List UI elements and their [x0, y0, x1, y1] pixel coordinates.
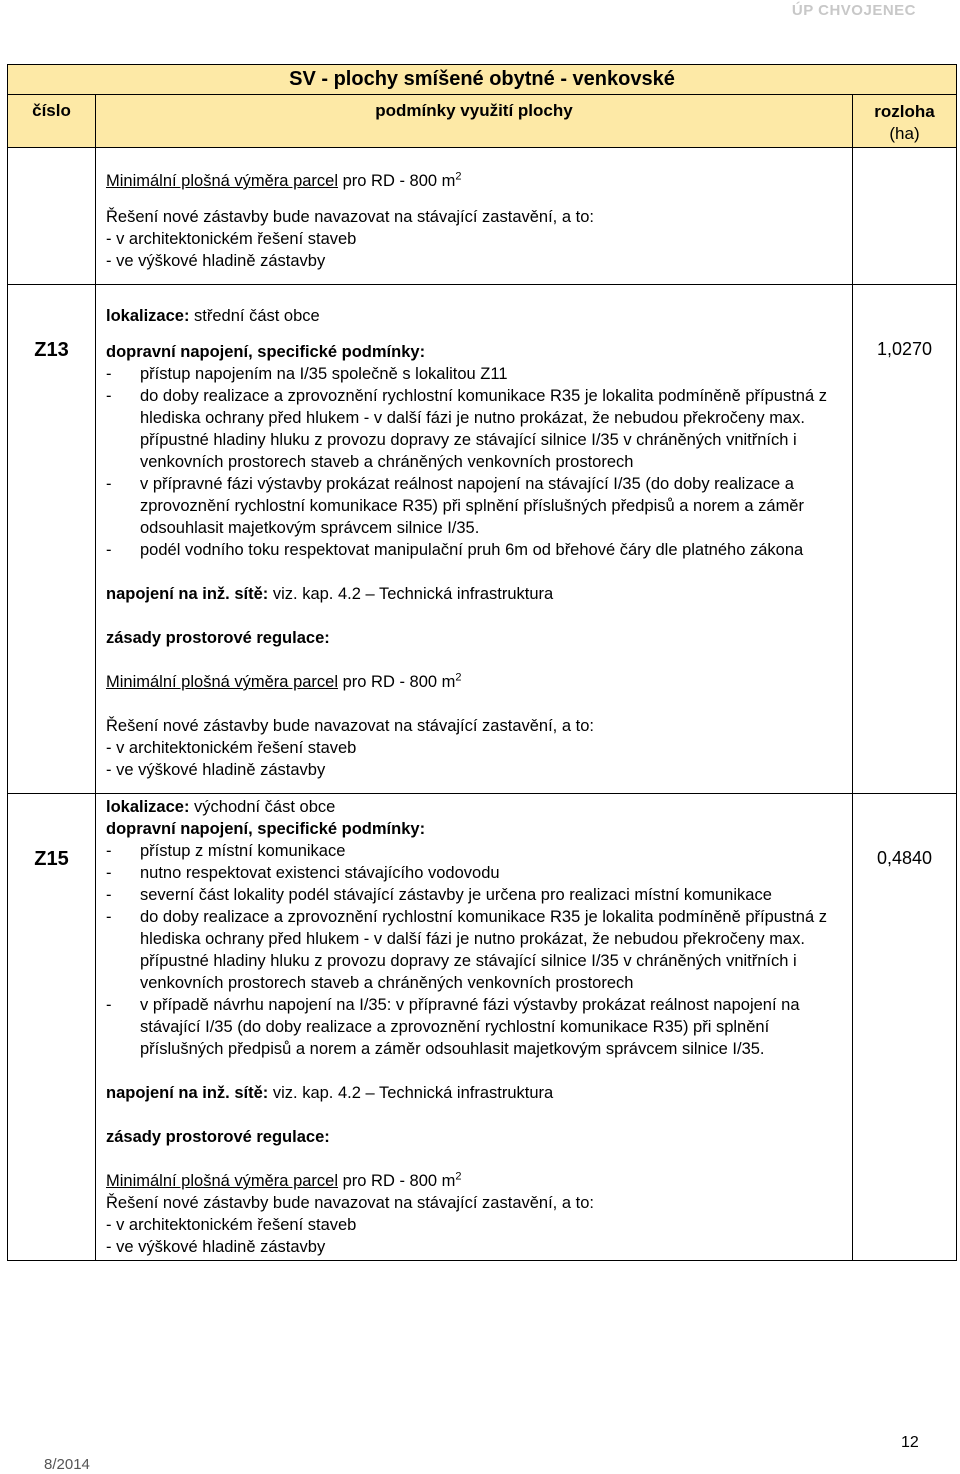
- document-brand: ÚP CHVOJENEC: [791, 2, 916, 19]
- list-item: - do doby realizace a zprovoznění rychlostní komunikace R35 je lokalita podmíněně přípustná z hlediska ochrany před hlukem - v další fázi je nutno prokázat, že nebudou překročeny max. přípustné hladiny hluku z provozu dopravy ze stávající silnice I/35 v chráněných vnitřních i venkovních prostorech staveb a chráněných venkovních prostorech: [106, 385, 842, 473]
- doprava-label: dopravní napojení, specifické podmínky:: [106, 820, 426, 838]
- cell-area-z13: 1,0270: [853, 285, 957, 794]
- list-item: - severní část lokality podél stávající zástavby je určena pro realizaci místní komunikace: [106, 884, 842, 906]
- list-item: - v přípravné fázi výstavby prokázat reálnost napojení na stávající I/35 (do doby realizace a zprovoznění rychlostní komunikace R35) při splnění příslušných předpisů a norem a záměr odsouhlasit majetkovým správcem silnice I/35.: [106, 473, 842, 539]
- reseni-line: Řešení nové zástavby bude navazovat na stávající zastavění, a to:: [106, 717, 594, 735]
- cell-number-z13: Z13: [8, 285, 96, 794]
- land-use-table: [7, 64, 957, 1261]
- list-item: - v případě návrhu napojení na I/35: v přípravné fázi výstavby prokázat reálnost napojení na stávající I/35 (do doby realizace a zprovoznění rychlostní komunikace R35) při splnění příslušných předpisů a norem a záměr odsouhlasit majetkovým správcem silnice I/35.: [106, 994, 842, 1060]
- list-item: - podél vodního toku respektovat manipulační pruh 6m od břehové čáry dle platného zákona: [106, 539, 842, 561]
- cell-area-empty: [853, 148, 957, 285]
- z15-conditions-list: [106, 840, 842, 1060]
- list-item: - do doby realizace a zprovoznění rychlostní komunikace R35 je lokalita podmíněně přípustná z hlediska ochrany před hlukem - v další fázi je nutno prokázat, že nebudou překročeny max. přípustné hladiny hluku z provozu dopravy ze stávající silnice I/35 v chráněných vnitřních i venkovních prostorech staveb a chráněných venkovních prostorech: [106, 906, 842, 994]
- cell-conditions-z15: [96, 794, 853, 1261]
- table-header-row: [8, 95, 957, 148]
- cell-number-z15: Z15: [8, 794, 96, 1261]
- reseni-item: - v architektonickém řešení staveb: [106, 1216, 357, 1234]
- header-area-unit: (ha): [889, 124, 920, 143]
- lokalizace-line: lokalizace: východní část obce: [106, 798, 336, 816]
- minimal-parcel-line: Minimální plošná výměra parcel pro RD - 800 $m^2$: [106, 1170, 462, 1190]
- napojeni-line: napojení na inž. sítě: viz. kap. 4.2 – Technická infrastruktura: [106, 585, 554, 603]
- table-row-continuation: [8, 148, 957, 285]
- list-item: - nutno respektovat existenci stávajícího vodovodu: [106, 862, 842, 884]
- cell-conditions-z13: [96, 285, 853, 794]
- cell-number-empty: [8, 148, 96, 285]
- reseni-line: Řešení nové zástavby bude navazovat na stávající zastavění, a to:: [106, 1194, 594, 1212]
- reseni-item: - ve výškové hladině zástavby: [106, 1238, 326, 1256]
- zasady-label: zásady prostorové regulace:: [106, 629, 330, 647]
- list-item: - přístup z místní komunikace: [106, 840, 842, 862]
- reseni-item: - v architektonickém řešení staveb: [106, 230, 357, 248]
- footer-date: 8/2014: [44, 1456, 90, 1473]
- cell-conditions-continuation: [96, 148, 853, 285]
- lokalizace-line: lokalizace: střední část obce: [106, 307, 320, 325]
- reseni-line: Řešení nové zástavby bude navazovat na stávající zastavění, a to:: [106, 208, 594, 226]
- list-item: - přístup napojením na I/35 společně s lokalitou Z11: [106, 363, 842, 385]
- z13-conditions-list: [106, 363, 842, 561]
- minimal-parcel-line: Minimální plošná výměra parcel pro RD - 800 $m^2$: [106, 170, 462, 190]
- doprava-label: dopravní napojení, specifické podmínky:: [106, 343, 426, 361]
- header-area-label: rozloha: [874, 102, 935, 121]
- zasady-label: zásady prostorové regulace:: [106, 1128, 330, 1146]
- reseni-item: - v architektonickém řešení staveb: [106, 739, 357, 757]
- table-row-z13: [8, 285, 957, 794]
- napojeni-line: napojení na inž. sítě: viz. kap. 4.2 – Technická infrastruktura: [106, 1084, 554, 1102]
- header-conditions: podmínky využití plochy: [96, 95, 853, 148]
- cell-area-z15: 0,4840: [853, 794, 957, 1261]
- header-area: [853, 95, 957, 148]
- page-number: 12: [901, 1434, 919, 1451]
- reseni-item: - ve výškové hladině zástavby: [106, 761, 326, 779]
- reseni-item: - ve výškové hladině zástavby: [106, 252, 326, 270]
- minimal-parcel-line: Minimální plošná výměra parcel pro RD - 800 $m^2$: [106, 671, 462, 691]
- table-title: SV - plochy smíšené obytné - venkovské: [8, 65, 957, 95]
- header-number: číslo: [8, 95, 96, 148]
- table-row-z15: [8, 794, 957, 1261]
